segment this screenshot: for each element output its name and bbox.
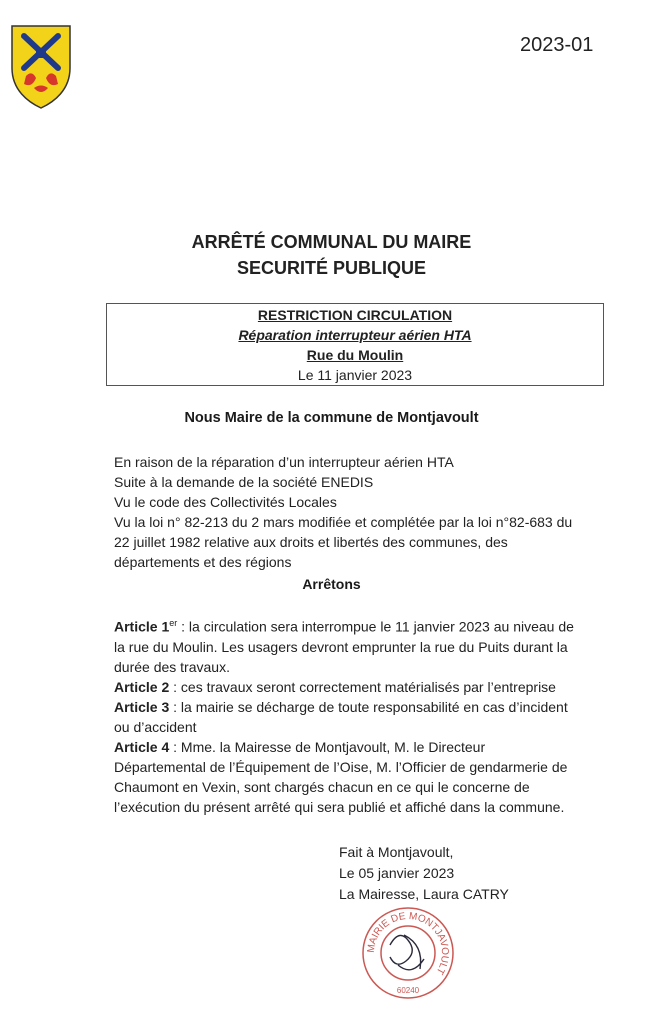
article-text: : ces travaux seront correctement matérialisés par l’entreprise <box>169 678 556 695</box>
consideration-line: Vu la loi n° 82-213 du 2 mars modifiée et complétée par la loi n°82-683 du <box>114 514 573 530</box>
subject-line-3: Rue du Moulin <box>306 347 404 363</box>
article-label: Article 4 <box>114 738 170 755</box>
page-title: ARRÊTÉ COMMUNAL DU MAIRE <box>191 232 472 252</box>
subject-line-1: RESTRICTION CIRCULATION <box>257 307 453 323</box>
article-1 <box>114 613 614 677</box>
article-text: l’exécution du présent arrêté qui sera publié et affiché dans la commune. <box>114 798 565 815</box>
decision-heading: Arrêtons <box>302 576 361 592</box>
article-sup: er <box>169 618 178 628</box>
consideration-line: départements et des régions <box>114 554 292 570</box>
subject-date: Le 11 janvier 2023 <box>297 367 413 383</box>
consideration-line: Vu le code des Collectivités Locales <box>114 494 337 510</box>
signature-date: Le 05 janvier 2023 <box>339 865 455 881</box>
signature-block <box>339 842 509 905</box>
article-text: durée des travaux. <box>114 658 230 675</box>
article-text: ou d’accident <box>114 718 197 735</box>
article-4 <box>114 737 614 817</box>
svg-text:MAIRIE DE MONTJAVOULT: MAIRIE DE MONTJAVOULT <box>365 910 451 977</box>
articles <box>114 613 614 817</box>
page-subtitle: SECURITÉ PUBLIQUE <box>236 258 427 278</box>
article-text: Chaumont en Vexin, sont chargés chacun en ce qui le concerne de <box>114 778 530 795</box>
article-3 <box>114 697 614 737</box>
subject-box <box>106 303 604 386</box>
article-label: Article 2 <box>114 678 170 695</box>
official-stamp-icon <box>360 905 456 1001</box>
article-text: Départemental de l’Équipement de l’Oise, M. l’Officier de gendarmerie de <box>114 758 568 775</box>
signature-place: Fait à Montjavoult, <box>339 844 454 860</box>
considerations <box>114 452 614 572</box>
article-text: : la mairie se décharge de toute responsabilité en cas d’incident <box>169 698 568 715</box>
consideration-line: 22 juillet 1982 relative aux droits et libertés des communes, des <box>114 534 508 550</box>
consideration-line: En raison de la réparation d’un interrupteur aérien HTA <box>114 454 454 470</box>
article-text: : Mme. la Mairesse de Montjavoult, M. le Directeur <box>169 738 486 755</box>
article-text: : la circulation sera interrompue le 11 janvier 2023 au niveau de <box>177 618 574 635</box>
intro-heading: Nous Maire de la commune de Montjavoult <box>184 410 479 426</box>
document-reference: 2023-01 <box>520 34 594 56</box>
svg-text:60240: 60240 <box>396 986 420 995</box>
article-label: Article 1 <box>114 618 170 635</box>
article-text: la rue du Moulin. Les usagers devront emprunter la rue du Puits durant la <box>114 638 568 655</box>
signature-name: La Mairesse, Laura CATRY <box>339 886 509 902</box>
consideration-line: Suite à la demande de la société ENEDIS <box>114 474 374 490</box>
article-2 <box>114 677 614 697</box>
coat-of-arms-icon <box>10 24 72 110</box>
article-label: Article 3 <box>114 698 170 715</box>
subject-line-2: Réparation interrupteur aérien HTA <box>238 327 472 343</box>
